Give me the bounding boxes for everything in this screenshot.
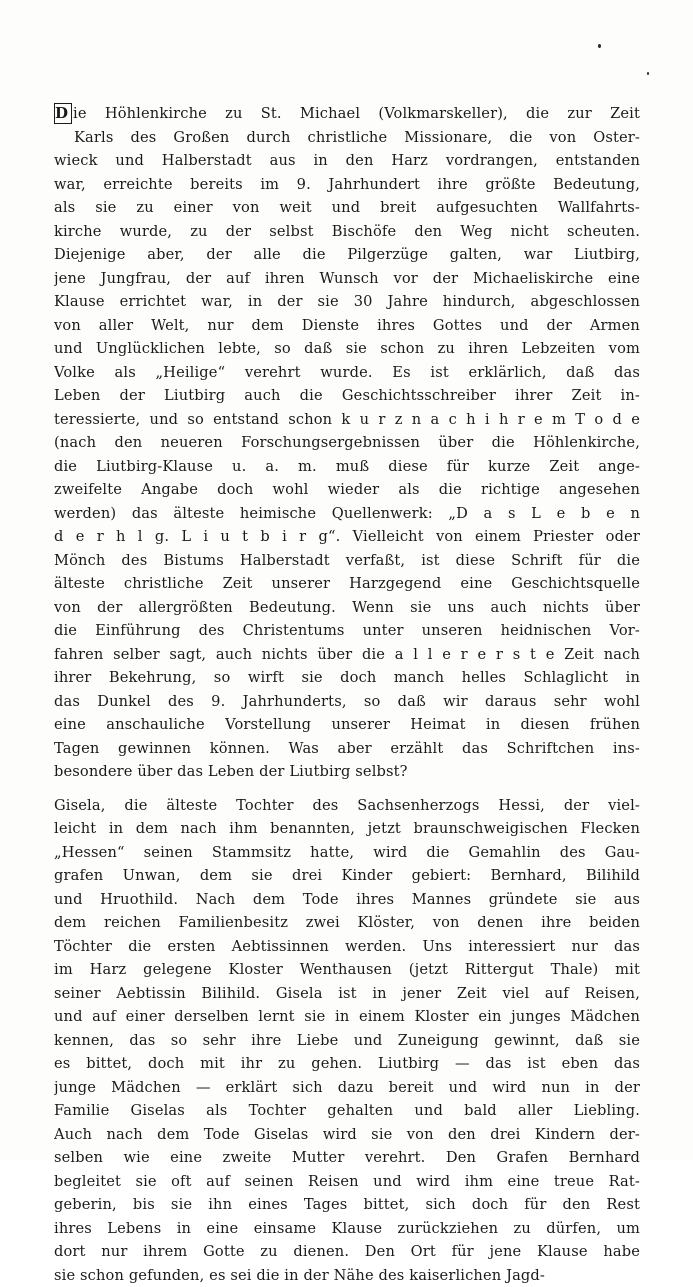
- line-text: grafen Unwan, dem sie drei Kinder gebiert: Bernhard, Bilihild: [54, 867, 640, 884]
- line-text: selben wie eine zweite Mutter verehrt. Den Grafen Bernhard: [54, 1149, 640, 1166]
- text-line: [54, 549, 640, 573]
- text-line: [54, 337, 640, 361]
- line-text: ie Höhlenkirche zu St. Michael (Volkmarskeller), die zur Zeit: [73, 105, 640, 122]
- article-text: [54, 102, 640, 1287]
- text-line: [54, 196, 640, 220]
- text-line: [54, 958, 640, 982]
- line-text: Klause errichtet war, in der sie 30 Jahre hindurch, abgeschlossen: [54, 293, 640, 310]
- line-text: seiner Aebtissin Bilihild. Gisela ist in jener Zeit viel auf Reisen,: [54, 985, 640, 1002]
- line-text: Mönch des Bistums Halberstadt verfaßt, ist diese Schrift für die: [54, 552, 640, 569]
- line-text: als sie zu einer von weit und breit aufgesuchten Wallfahrts-: [54, 199, 640, 216]
- line-text: Karls des Großen durch christliche Missionare, die von Oster-: [74, 129, 640, 146]
- line-text: teressierte, und so entstand schon k u r z n a c h i h r e m T o d e: [54, 411, 640, 428]
- text-line: [54, 619, 640, 643]
- text-line: [54, 1217, 640, 1241]
- text-line: [54, 1264, 640, 1287]
- text-line: [54, 794, 640, 818]
- line-text: die Liutbirg-Klause u. a. m. muß diese für kurze Zeit ange-: [54, 458, 640, 475]
- text-line: [54, 1240, 640, 1264]
- line-text: begleitet sie oft auf seinen Reisen und wird ihm eine treue Rat-: [54, 1173, 640, 1190]
- text-line: [54, 126, 640, 150]
- text-line: [54, 864, 640, 888]
- text-line: [54, 817, 640, 841]
- paragraph-2: [54, 794, 640, 1287]
- text-line: [54, 149, 640, 173]
- text-line: [54, 888, 640, 912]
- text-line: [54, 290, 640, 314]
- text-line: [54, 1193, 640, 1217]
- line-text: Gisela, die älteste Tochter des Sachsenherzogs Hessi, der viel-: [54, 797, 640, 814]
- text-line: [54, 1052, 640, 1076]
- line-text: „Hessen“ seinen Stammsitz hatte, wird die Gemahlin des Gau-: [54, 844, 640, 861]
- line-text: die Einführung des Christentums unter unseren heidnischen Vor-: [54, 622, 640, 639]
- text-line: [54, 478, 640, 502]
- line-text: Diejenige aber, der alle die Pilgerzüge galten, war Liutbirg,: [54, 246, 640, 263]
- line-text: kennen, das so sehr ihre Liebe und Zuneigung gewinnt, daß sie: [54, 1032, 640, 1049]
- line-text: ihrer Bekehrung, so wirft sie doch manch helles Schlaglicht in: [54, 669, 640, 686]
- line-text: Familie Giselas als Tochter gehalten und bald aller Liebling.: [54, 1102, 640, 1119]
- line-text: kirche wurde, zu der selbst Bischöfe den Weg nicht scheuten.: [54, 223, 640, 240]
- text-line: [54, 1146, 640, 1170]
- text-line: [54, 935, 640, 959]
- line-text: zweifelte Angabe doch wohl wieder als die richtige angesehen: [54, 481, 640, 498]
- text-line: [54, 1123, 640, 1147]
- initial-letter: D: [54, 103, 72, 124]
- text-line: [54, 243, 640, 267]
- line-text: (nach den neueren Forschungsergebnissen über die Höhlenkirche,: [54, 434, 640, 451]
- line-text: Leben der Liutbirg auch die Geschichtsschreiber ihrer Zeit in-: [54, 387, 640, 404]
- line-text: Auch nach dem Tode Giselas wird sie von den drei Kindern der-: [54, 1126, 640, 1143]
- line-text: war, erreichte bereits im 9. Jahrhundert ihre größte Bedeutung,: [54, 176, 640, 193]
- text-line: [54, 737, 640, 761]
- text-line: [54, 1099, 640, 1123]
- line-text: Volke als „Heilige“ verehrt wurde. Es ist erklärlich, daß das: [54, 364, 640, 381]
- text-line: [54, 431, 640, 455]
- text-line: [54, 408, 640, 432]
- line-text: junge Mädchen — erklärt sich dazu bereit und wird nun in der: [54, 1079, 640, 1096]
- line-text: es bittet, doch mit ihr zu gehen. Liutbirg — das ist eben das: [54, 1055, 640, 1072]
- text-line: [54, 666, 640, 690]
- line-text: ihres Lebens in eine einsame Klause zurückziehen zu dürfen, um: [54, 1220, 640, 1237]
- text-line: [54, 911, 640, 935]
- text-line: [54, 643, 640, 667]
- line-text: leicht in dem nach ihm benannten, jetzt braunschweigischen Flecken: [54, 820, 640, 837]
- text-line: [54, 1029, 640, 1053]
- text-line: [54, 982, 640, 1006]
- line-text: im Harz gelegene Kloster Wenthausen (jetzt Rittergut Thale) mit: [54, 961, 640, 978]
- text-line: [54, 314, 640, 338]
- text-line: [54, 455, 640, 479]
- line-text: d e r h l g. L i u t b i r g“. Vielleicht von einem Priester oder: [54, 528, 640, 545]
- line-text: geberin, bis sie ihn eines Tages bittet, sich doch für den Rest: [54, 1196, 640, 1213]
- line-text: von der allergrößten Bedeutung. Wenn sie uns auch nichts über: [54, 599, 640, 616]
- paragraph-gap: [54, 784, 640, 794]
- text-line: [54, 267, 640, 291]
- line-text: und auf einer derselben lernt sie in einem Kloster ein junges Mädchen: [54, 1008, 640, 1025]
- text-line: [54, 760, 640, 784]
- line-text: besondere über das Leben der Liutbirg selbst?: [54, 763, 408, 780]
- paragraph-1: [54, 102, 640, 784]
- text-line: [54, 1170, 640, 1194]
- line-text: jene Jungfrau, der auf ihren Wunsch vor der Michaeliskirche eine: [54, 270, 640, 287]
- text-line: [54, 173, 640, 197]
- text-line: [54, 1005, 640, 1029]
- line-text: Töchter die ersten Aebtissinnen werden. Uns interessiert nur das: [54, 938, 640, 955]
- text-line: [54, 220, 640, 244]
- text-line: [54, 1076, 640, 1100]
- line-text: dem reichen Familienbesitz zwei Klöster, von denen ihre beiden: [54, 914, 640, 931]
- text-line: [54, 502, 640, 526]
- text-line: [54, 572, 640, 596]
- text-line: [54, 361, 640, 385]
- line-text: und Unglücklichen lebte, so daß sie schon zu ihren Lebzeiten vom: [54, 340, 640, 357]
- text-line: [54, 596, 640, 620]
- text-line: [54, 690, 640, 714]
- text-line: [54, 102, 640, 126]
- line-text: werden) das älteste heimische Quellenwerk: „D a s L e b e n: [54, 505, 640, 522]
- line-text: sie schon gefunden, es sei die in der Nähe des kaiserlichen Jagd-: [54, 1267, 545, 1284]
- line-text: Tagen gewinnen können. Was aber erzählt das Schriftchen ins-: [54, 740, 640, 757]
- line-text: fahren selber sagt, auch nichts über die a l l e r e r s t e Zeit nach: [54, 646, 640, 663]
- line-text: und Hruothild. Nach dem Tode ihres Mannes gründete sie aus: [54, 891, 640, 908]
- line-text: wieck und Halberstadt aus in den Harz vordrangen, entstanden: [54, 152, 640, 169]
- text-line: [54, 384, 640, 408]
- text-line: [54, 713, 640, 737]
- text-line: [54, 841, 640, 865]
- text-line: [54, 525, 640, 549]
- line-text: das Dunkel des 9. Jahrhunderts, so daß wir daraus sehr wohl: [54, 693, 640, 710]
- line-text: älteste christliche Zeit unserer Harzgegend eine Geschichtsquelle: [54, 575, 640, 592]
- line-text: dort nur ihrem Gotte zu dienen. Den Ort für jene Klause habe: [54, 1243, 640, 1260]
- line-text: eine anschauliche Vorstellung unserer Heimat in diesen frühen: [54, 716, 640, 733]
- line-text: von aller Welt, nur dem Dienste ihres Gottes und der Armen: [54, 317, 640, 334]
